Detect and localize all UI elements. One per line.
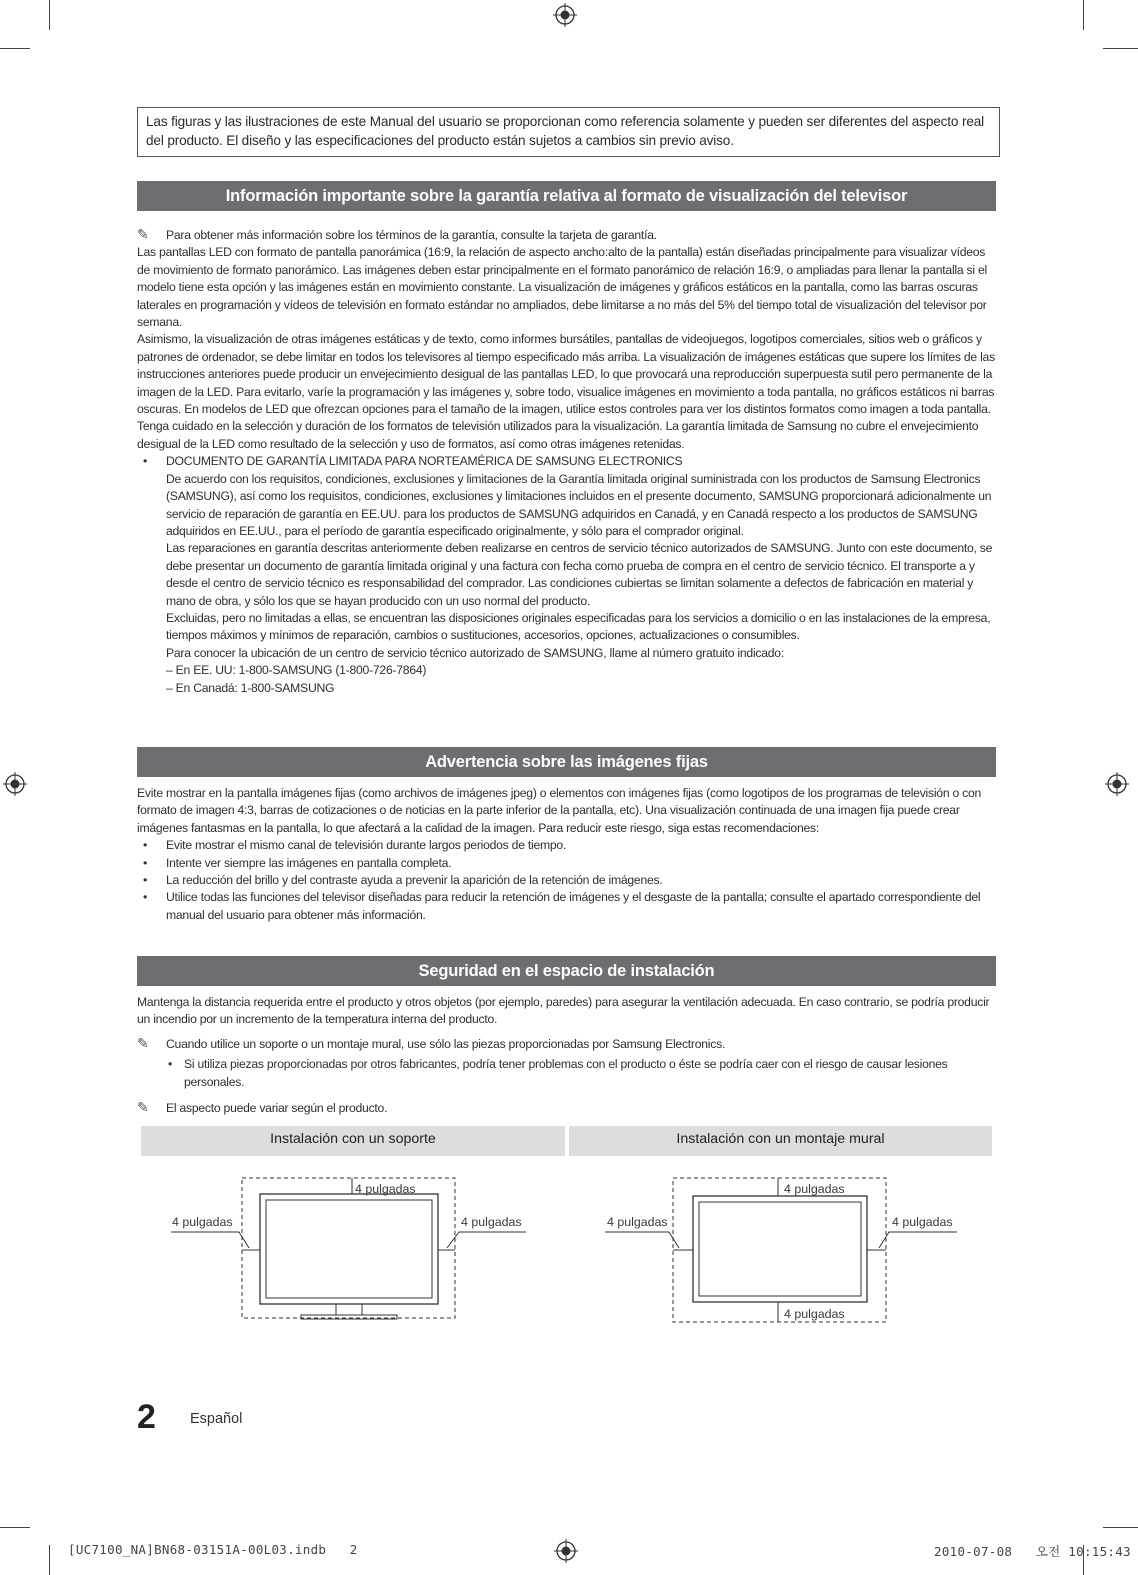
bullet-text: Evite mostrar el mismo canal de televisión durante largos periodos de tiempo. xyxy=(166,838,567,853)
paragraph: Mantenga la distancia requerida entre el producto y otros objetos (por ejemplo, paredes) para asegurar la ventilación adecuada. En caso contrario, se podría producir un incendio por un incremento de la temperatura interna del producto. xyxy=(137,995,990,1027)
bullet-text: La reducción del brillo y del contraste ayuda a prevenir la aparición de la retención de imágenes. xyxy=(166,873,663,888)
bullet-item xyxy=(137,837,995,854)
crop-mark xyxy=(0,1527,30,1528)
crop-mark xyxy=(49,1545,50,1575)
crop-mark xyxy=(1103,1527,1138,1528)
bullet-text: Intente ver siempre las imágenes en pantalla completa. xyxy=(166,855,452,870)
pencil-note-icon: ✎ xyxy=(137,226,149,242)
warranty-section-body xyxy=(137,227,995,697)
bullet-text: Utilice todas las funciones del televisor diseñadas para reducir la retención de imágenes y el desgaste de la pantalla; consulte el apartado correspondiente del manual del usuario para obtener más información. xyxy=(166,890,981,922)
bullet-item xyxy=(137,889,995,924)
bullet-icon: • xyxy=(168,1057,173,1072)
section-heading-warranty: Información importante sobre la garantía relativa al formato de visualización del televisor xyxy=(137,181,996,211)
bullet-title: DOCUMENTO DE GARANTÍA LIMITADA PARA NORTEAMÉRICA DE SAMSUNG ELECTRONICS xyxy=(166,454,683,469)
column-header-wall-mount: Instalación con un montaje mural xyxy=(569,1126,992,1156)
clearance-label-right: 4 pulgadas xyxy=(892,1215,953,1229)
page-number: 2 xyxy=(137,1398,156,1436)
clearance-label-top: 4 pulgadas xyxy=(355,1182,416,1196)
bullet-item xyxy=(137,872,995,889)
registration-mark-icon xyxy=(3,772,27,796)
clearance-label-left: 4 pulgadas xyxy=(172,1215,233,1229)
warranty-note-text: Para obtener más información sobre los términos de la garantía, consulte la tarjeta de garantía. xyxy=(166,228,657,242)
print-slug-file: [UC7100_NA]BN68-03151A-00L03.indb 2 xyxy=(68,1542,358,1557)
paragraph: Para conocer la ubicación de un centro de servicio técnico autorizado de SAMSUNG, llame al número gratuito indicado: xyxy=(166,645,784,660)
crop-mark xyxy=(1103,48,1138,49)
clearance-label-top: 4 pulgadas xyxy=(784,1182,845,1196)
paragraph: Excluidas, pero no limitadas a ellas, se encuentran las disposiciones originales especificadas para los servicios a domicilio o en las instalaciones de la empresa, tiempos máximos y mínimos de reparación, cambios o sustituciones, accesorios, opciones, actualizaciones o consumibles. xyxy=(166,610,991,643)
phone-us: – En EE. UU: 1-800-SAMSUNG (1-800-726-7864) xyxy=(166,663,427,678)
warranty-note xyxy=(137,227,995,244)
clearance-label-left: 4 pulgadas xyxy=(607,1215,668,1229)
installation-note xyxy=(137,1036,995,1053)
crop-mark xyxy=(49,0,50,30)
column-header-stand: Instalación con un soporte xyxy=(141,1126,565,1156)
paragraph: Tenga cuidado en la selección y duración de los formatos de televisión utilizados para la visualización. La garantía limitada de Samsung no cubre el envejecimiento desigual de la LED como resultado de la selección y uso de formatos, así como otras imágenes retenidas. xyxy=(137,419,979,451)
note-text: Cuando utilice un soporte o un montaje mural, use sólo las piezas proporcionadas por Samsung Electronics. xyxy=(166,1036,726,1051)
still-images-section-body xyxy=(137,785,995,924)
bullet-icon: • xyxy=(143,855,148,870)
tv-frame-icon xyxy=(260,1194,438,1304)
section-heading-installation: Seguridad en el espacio de instalación xyxy=(137,956,996,986)
paragraph: Las reparaciones en garantía descritas anteriormente deben realizarse en centros de servicio técnico autorizados de SAMSUNG. Junto con este documento, se debe presentar un documento de garantía limitada original y una factura con fecha como prueba de compra en el centro de servicio técnico. El transporte a y desde el centro de servicio técnico es responsabilidad del comprador. Las condiciones cubiertas se limitan solamente a defectos de fabricación en material y mano de obra, y sólo los que se hayan producido con un uso normal del producto. xyxy=(166,541,993,608)
crop-mark xyxy=(1083,0,1084,30)
registration-mark-icon xyxy=(553,3,577,27)
clearance-boundary xyxy=(242,1178,455,1318)
bullet-icon: • xyxy=(143,454,148,469)
bullet-icon: • xyxy=(143,838,148,853)
wall-mount-installation-diagram xyxy=(569,1166,992,1326)
paragraph: Las pantallas LED con formato de pantalla panorámica (16:9, la relación de aspecto ancho:alto de la pantalla) están diseñadas principalmente para visualizar vídeos de movimiento de formato panorámico. Las imágenes deben estar principalmente en el formato panorámico de relación 16:9, o ampliadas para llenar la pantalla si el modelo tiene esta opción y las imágenes están en movimiento constante. La visualización de imágenes y gráficos estáticos en la pantalla, como las barras oscuras laterales en programación y vídeos de televisión en formato estándar no ampliados, debe limitarse a no más del 5% del tiempo total de visualización del televisor por semana. xyxy=(137,245,987,330)
clearance-label-bottom: 4 pulgadas xyxy=(784,1307,845,1321)
paragraph: Asimismo, la visualización de otras imágenes estáticas y de texto, como informes bursátiles, pantallas de videojuegos, logotipos comerciales, sitios web o gráficos y patrones de ordenador, se debe limitar en todos los televisores al tiempo especificado más arriba. La visualización de imágenes estáticas que supere los límites de las instrucciones anteriores puede producir un envejecimiento desigual de las pantallas LED, lo que provocará una reproducción superpuesta sutil pero permanente de la imagen de la LED. Para evitarlo, varíe la programación y las imágenes y, sobre todo, visualice imágenes en movimiento a toda pantalla, no gráficos estáticos ni barras oscuras. En modelos de LED que ofrezcan opciones para el tamaño de la imagen, utilice estos controles para ver los distintos formatos como imagen a toda pantalla. xyxy=(137,332,995,417)
paragraph: De acuerdo con los requisitos, condiciones, exclusiones y limitaciones de la Garantía limitada original suministrada con los productos de Samsung Electronics (SAMSUNG), así como los requisitos, condiciones, exclusiones y limitaciones incluidos en el presente documento, SAMSUNG proporcionará adicionalmente un servicio de reparación de garantía en EE.UU. para los productos de SAMSUNG adquiridos en Canadá, y en Canadá respecto a los productos de SAMSUNG adquiridos en EE.UU., para el período de garantía especificado originalmente, y sólo para el comprador original. xyxy=(166,471,992,538)
tv-stand-neck-icon xyxy=(336,1304,362,1315)
sub-bullet-item xyxy=(137,1056,995,1091)
registration-mark-icon xyxy=(1105,772,1129,796)
clearance-label-right: 4 pulgadas xyxy=(461,1215,522,1229)
print-slug-date: 2010-07-08 오전 10:15:43 xyxy=(934,1544,1131,1559)
stand-installation-diagram xyxy=(141,1166,565,1326)
section-heading-still-images: Advertencia sobre las imágenes fijas xyxy=(137,747,996,777)
phone-canada: – En Canadá: 1-800-SAMSUNG xyxy=(166,680,335,695)
tv-screen-icon xyxy=(266,1200,432,1298)
bullet-icon: • xyxy=(143,873,148,888)
crop-mark xyxy=(0,48,30,49)
bullet-item xyxy=(137,855,995,872)
paragraph: Evite mostrar en la pantalla imágenes fijas (como archivos de imágenes jpeg) o elementos con imágenes fijas (como logotipos de los programas de televisión o con formato de imagen 4:3, barras de cotizaciones o de noticias en la parte inferior de la pantalla, etc). Una visualización continuada de una imagen fija puede crear imágenes fantasmas en la pantalla, lo que afectará a la calidad de la imagen. Para reducir este riesgo, siga estas recomendaciones: xyxy=(137,786,982,835)
sub-bullet-text: Si utiliza piezas proporcionadas por otros fabricantes, podría tener problemas con el producto o éste se podría caer con el riesgo de causar lesiones personales. xyxy=(184,1057,948,1089)
bullet-icon: • xyxy=(143,890,148,905)
pencil-note-icon: ✎ xyxy=(137,1034,149,1051)
pencil-note-icon: ✎ xyxy=(137,1099,149,1116)
tv-frame-icon xyxy=(693,1196,867,1302)
bullet-item xyxy=(137,453,995,470)
installation-section-body xyxy=(137,994,995,1117)
registration-mark-icon xyxy=(554,1539,578,1563)
tv-screen-icon xyxy=(699,1202,861,1296)
page-language: Español xyxy=(190,1411,243,1427)
appearance-note xyxy=(137,1100,995,1117)
disclaimer-notice: Las figuras y las ilustraciones de este Manual del usuario se proporcionan como referencia solamente y pueden ser diferentes del aspecto real del producto. El diseño y las especificaciones del producto están sujetos a cambios sin previo aviso. xyxy=(137,107,1000,157)
note-text: El aspecto puede variar según el producto. xyxy=(166,1101,388,1116)
clearance-boundary xyxy=(673,1178,886,1322)
